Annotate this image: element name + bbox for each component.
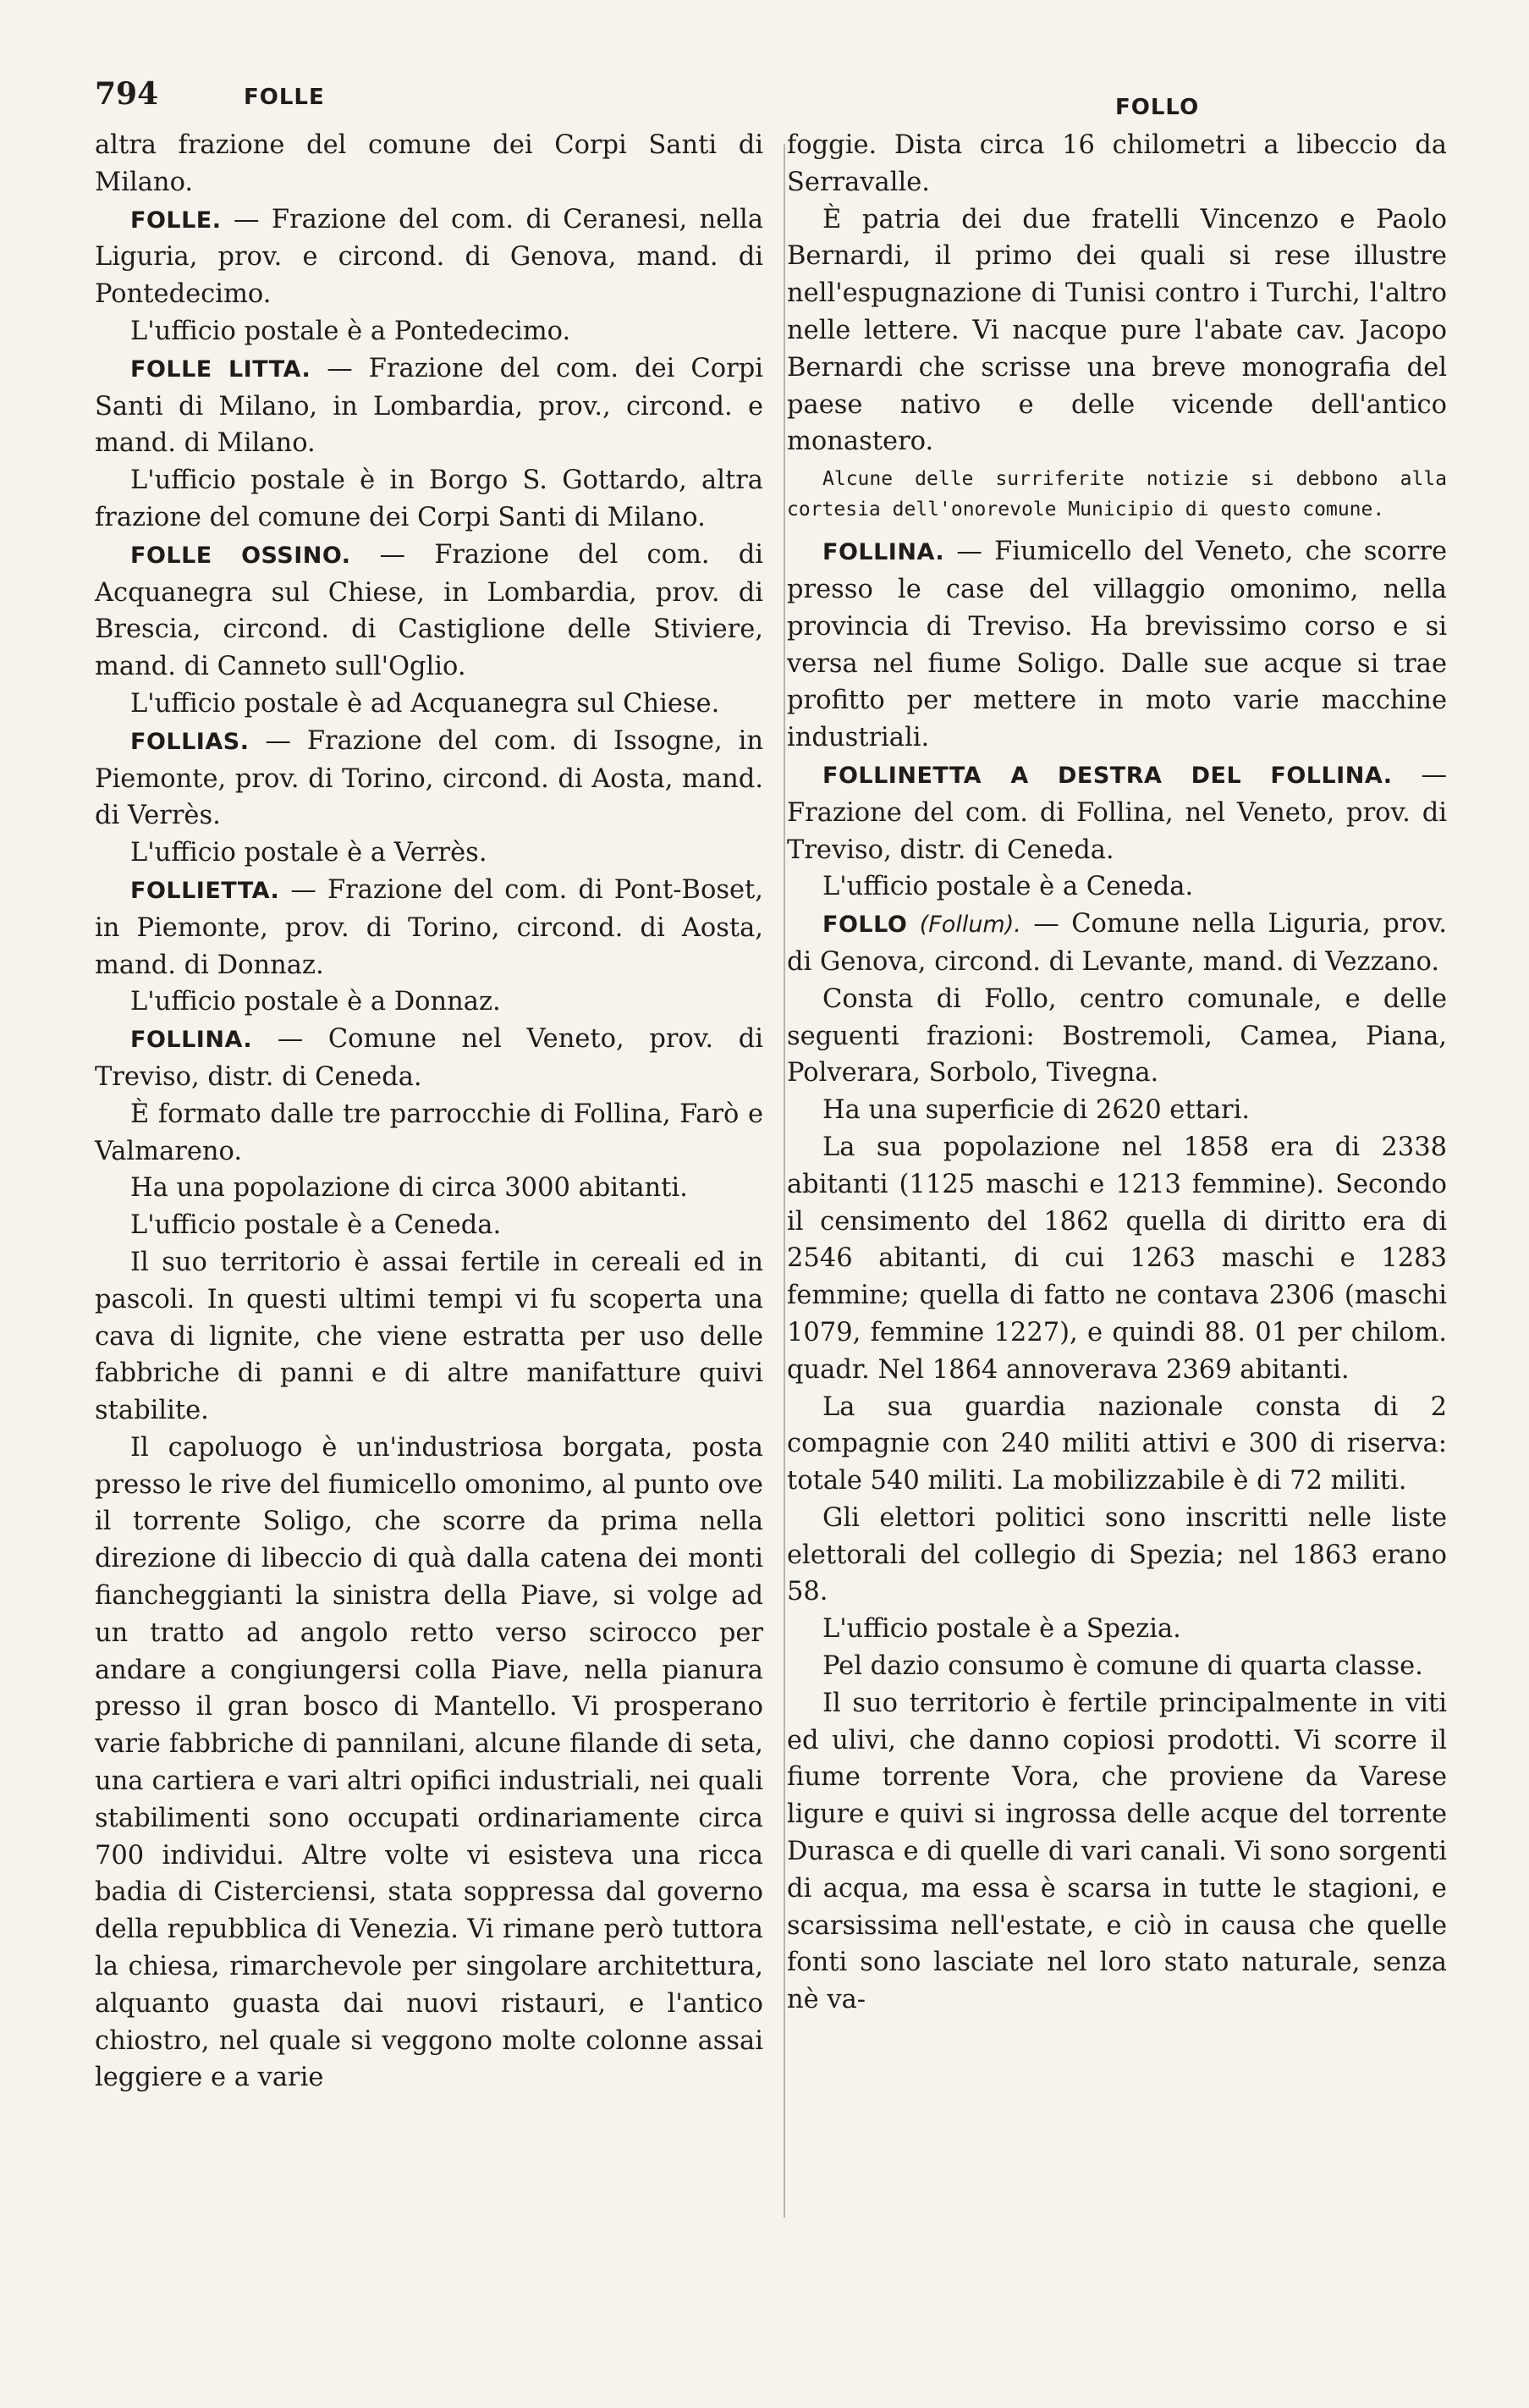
- paragraph: L'ufficio postale è in Borgo S. Gottardo, altra frazione del comune dei Corpi Santi di Milano.: [95, 466, 763, 532]
- paragraph: L'ufficio postale è a Donnaz.: [130, 987, 501, 1017]
- entry-folle-ossino: [95, 537, 763, 686]
- footnote: Alcune delle surriferite notizie si debbono alla cortesia dell'onorevole Municipio di questo comune.: [787, 468, 1447, 521]
- entry-folle: [95, 201, 763, 313]
- paragraph: Consta di Follo, centro comunale, e delle seguenti frazioni: Bostremoli, Camea, Piana, Polverara, Sorbolo, Tivegna.: [787, 984, 1447, 1088]
- paragraph: L'ufficio postale è a Verrès.: [130, 838, 487, 868]
- entry-title: FOLLIETTA.: [130, 877, 280, 904]
- entry-latin-name: (Follum).: [919, 912, 1021, 939]
- entry-text: — Frazione del com. di Pont-Boset, in Piemonte, prov. di Torino, circond. di Aosta, mand. di Donnaz.: [95, 874, 763, 980]
- paragraph: L'ufficio postale è a Ceneda.: [822, 872, 1194, 902]
- column-divider: [784, 144, 785, 2218]
- entry-text: — Fiumicello del Veneto, che scorre presso le case del villaggio omonimo, nella provincia di Treviso. Ha brevissimo corso e si versa nel fiume Soligo. Dalle sue acque si trae profitto per mettere in moto varie macchine industriali.: [787, 537, 1447, 753]
- paragraph: Il capoluogo è un'industriosa borgata, posta presso le rive del fiumicello omonimo, al punto ove il torrente Soligo, che scorre da prima nella direzione di libeccio di quà dalla catena dei monti fiancheggianti la sinistra della Piave, si volge ad un tratto ad angolo retto verso scirocco per andare a congiungersi colla Piave, nella pianura presso il gran bosco di Mantello. Vi prosperano varie fabbriche di pannilani, alcune filande di seta, una cartiera e vari altri opifici industriali, nei quali stabilimenti sono occupati ordinariamente circa 700 individui. Altre volte vi esisteva una ricca badia di Cisterciensi, stata soppressa dal governo della repubblica di Venezia. Vi rimane però tuttora la chiesa, rimarchevole per singolare architettura, alquanto guasta dai nuovi ristauri, e l'antico chiostro, nel quale si veggono molte colonne assai leggiere e a varie: [95, 1432, 763, 2093]
- entry-follina-fiumicello: [787, 533, 1447, 757]
- paragraph: foggie. Dista circa 16 chilometri a libeccio da Serravalle.: [787, 130, 1447, 197]
- paragraph: Il suo territorio è fertile principalmente in viti ed ulivi, che danno copiosi prodotti. Vi scorre il fiume torrente Vora, che proviene da Varese ligure e quivi si ingrossa delle acque del torrente Durasca e di quelle di vari canali. Vi sono sorgenti di acqua, ma essa è scarsa in tutte le stagioni, e scarsissima nell'estate, e ciò in causa che quelle fonti sono lasciate nel loro stato naturale, senza nè va-: [787, 1688, 1447, 2015]
- paragraph: L'ufficio postale è ad Acquanegra sul Chiese.: [130, 688, 720, 719]
- right-column: [787, 127, 1447, 2019]
- entry-title: FOLLINA.: [822, 539, 945, 566]
- running-head-right: FOLLO: [1115, 95, 1200, 120]
- entry-text: — Frazione del com. di Acquanegra sul Chiese, in Lombardia, prov. di Brescia, circond. di Castiglione delle Stiviere, mand. di Canneto sull'Oglio.: [95, 539, 764, 682]
- entry-text: — Frazione del com. di Ceranesi, nella Liguria, prov. e circond. di Genova, mand. di Pontedecimo.: [95, 204, 763, 310]
- paragraph: La sua popolazione nel 1858 era di 2338 abitanti (1125 maschi e 1213 femmine). Secondo il censimento del 1862 quella di diritto era di 2546 abitanti, di cui 1263 maschi e 1283 femmine; quella di fatto ne contava 2306 (maschi 1079, femmine 1227), e quindi 88. 01 per chilom. quadr. Nel 1864 annoverava 2369 abitanti.: [787, 1132, 1447, 1385]
- entry-text: — Comune nella Liguria, prov. di Genova, circond. di Levante, mand. di Vezzano.: [787, 909, 1447, 977]
- paragraph: L'ufficio postale è a Pontedecimo.: [130, 316, 571, 346]
- entry-follias: [95, 723, 763, 835]
- entry-title: FOLLO: [822, 912, 908, 939]
- entry-text: — Frazione del com. di Follina, nel Veneto, prov. di Treviso, distr. di Ceneda.: [787, 759, 1447, 865]
- paragraph: L'ufficio postale è a Ceneda.: [130, 1210, 502, 1241]
- entry-title: FOLLINETTA A DESTRA DEL FOLLINA.: [822, 762, 1393, 789]
- entry-title: FOLLE.: [130, 207, 222, 234]
- entry-text: — Frazione del com. dei Corpi Santi di Milano, in Lombardia, prov., circond. e mand. di Milano.: [95, 353, 763, 459]
- entry-title: FOLLE OSSINO.: [130, 542, 351, 569]
- paragraph: Pel dazio consumo è comune di quarta classe.: [822, 1651, 1423, 1682]
- paragraph: Il suo territorio è assai fertile in cereali ed in pascoli. In questi ultimi tempi vi fu scoperta una cava di lignite, che viene estratta per uso delle fabbriche di panni e di altre manifatture quivi stabilite.: [95, 1247, 763, 1426]
- entry-title: FOLLINA.: [130, 1027, 253, 1054]
- paragraph: altra frazione del comune dei Corpi Santi di Milano.: [95, 130, 763, 197]
- paragraph: L'ufficio postale è a Spezia.: [822, 1614, 1181, 1645]
- entry-follietta: [95, 872, 763, 984]
- paragraph: Ha una popolazione di circa 3000 abitanti.: [130, 1173, 688, 1204]
- paragraph: È patria dei due fratelli Vincenzo e Paolo Bernardi, il primo dei quali si rese illustre nell'espugnazione di Tunisi contro i Turchi, l'altro nelle lettere. Vi nacque pure l'abate cav. Jacopo Bernardi che scrisse una breve monografia del paese nativo e delle vicende dell'antico monastero.: [787, 204, 1447, 457]
- paragraph: Ha una superficie di 2620 ettari.: [822, 1095, 1251, 1126]
- entry-folle-litta: [95, 350, 763, 462]
- entry-follinetta: [787, 757, 1447, 868]
- entry-follo: [787, 906, 1447, 981]
- left-column: [95, 127, 763, 2097]
- entry-title: FOLLE LITTA.: [130, 355, 311, 383]
- running-head-left: FOLLE: [243, 85, 325, 110]
- entry-text: — Comune nel Veneto, prov. di Treviso, distr. di Ceneda.: [95, 1024, 763, 1092]
- paragraph: La sua guardia nazionale consta di 2 compagnie con 240 militi attivi e 300 di riserva: totale 540 militi. La mobilizzabile è di 72 militi.: [787, 1391, 1447, 1496]
- paragraph: È formato dalle tre parrocchie di Follina, Farò e Valmareno.: [95, 1099, 763, 1166]
- entry-title: FOLLIAS.: [130, 728, 250, 755]
- entry-text: — Frazione del com. di Issogne, in Piemonte, prov. di Torino, circond. di Aosta, mand. di Verrès.: [95, 725, 763, 831]
- paragraph: Gli elettori politici sono inscritti nelle liste elettorali del collegio di Spezia; nel 1863 erano 58.: [787, 1502, 1447, 1607]
- page-header-left: [95, 76, 325, 112]
- entry-follina-comune: [95, 1021, 763, 1096]
- page-number: 794: [95, 76, 159, 112]
